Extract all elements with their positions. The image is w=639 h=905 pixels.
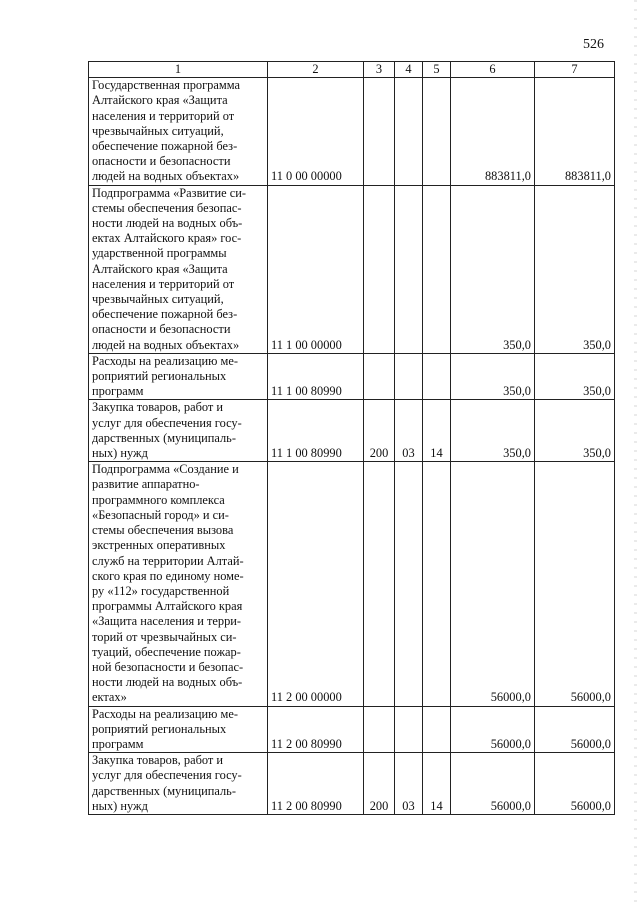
row-code: 11 1 00 00000 xyxy=(268,185,364,353)
row-name-cell xyxy=(89,462,268,706)
row-col4 xyxy=(395,462,423,706)
row-col5 xyxy=(423,78,451,185)
row-name: Закупка товаров, работ и услуг для обеспечения госу- дарственных (муниципаль- ных) нужд xyxy=(92,753,242,813)
row-name-cell xyxy=(89,353,268,400)
row-col3: 200 xyxy=(364,753,395,815)
row-col5: 14 xyxy=(423,753,451,815)
header-col-3: 3 xyxy=(364,62,395,78)
row-code: 11 2 00 80990 xyxy=(268,753,364,815)
row-col5: 14 xyxy=(423,400,451,462)
row-code: 11 2 00 80990 xyxy=(268,706,364,753)
row-col4 xyxy=(395,353,423,400)
row-name: Подпрограмма «Развитие си- стемы обеспечения безопас- ности людей на водных объ- ектах Алтайского края» гос- ударственной программы Алтайского края «Защита населения и территорий от чрезвычайных ситуаций, обеспечение пожарной без- опасности и безопасности людей на водных объектах» xyxy=(92,185,246,352)
row-col3 xyxy=(364,78,395,185)
budget-table xyxy=(88,61,615,815)
row-col6: 56000,0 xyxy=(451,706,535,753)
table-row xyxy=(89,400,615,462)
row-col6: 350,0 xyxy=(451,353,535,400)
table-row xyxy=(89,353,615,400)
row-col6: 350,0 xyxy=(451,185,535,353)
row-col7: 56000,0 xyxy=(535,462,615,706)
row-name: Расходы на реализацию ме- роприятий региональных программ xyxy=(92,706,238,751)
row-col5 xyxy=(423,185,451,353)
row-col7: 350,0 xyxy=(535,400,615,462)
table-row xyxy=(89,706,615,753)
row-col6: 56000,0 xyxy=(451,462,535,706)
row-col3 xyxy=(364,706,395,753)
row-code: 11 1 00 80990 xyxy=(268,400,364,462)
row-name-cell xyxy=(89,753,268,815)
row-col5 xyxy=(423,462,451,706)
row-col7: 350,0 xyxy=(535,353,615,400)
scan-edge-mark xyxy=(634,0,637,905)
row-name: Государственная программа Алтайского края «Защита населения и территорий от чрезвычайных ситуаций, обеспечение пожарной без- опасности и безопасности людей на водных объектах» xyxy=(92,78,240,184)
row-col7: 883811,0 xyxy=(535,78,615,185)
row-col7: 56000,0 xyxy=(535,753,615,815)
row-name-cell xyxy=(89,400,268,462)
row-name: Подпрограмма «Создание и развитие аппаратно- программного комплекса «Безопасный город» и си- стемы обеспечения вызова экстренных оперативных служб на территории Алтай- ского края по единому номе- ру «112» государственной программы Алтайского края «Защита населения и терри- торий от чрезвычайных си- туаций, обеспечение пожар- ной безопасности и безопас- ности людей на водных объ- ектах» xyxy=(92,462,244,705)
row-col4 xyxy=(395,706,423,753)
row-col4: 03 xyxy=(395,753,423,815)
row-col6: 350,0 xyxy=(451,400,535,462)
row-code: 11 1 00 80990 xyxy=(268,353,364,400)
row-col6: 56000,0 xyxy=(451,753,535,815)
row-col3: 200 xyxy=(364,400,395,462)
row-col3 xyxy=(364,462,395,706)
row-name-cell xyxy=(89,78,268,185)
row-name-cell xyxy=(89,185,268,353)
header-row xyxy=(89,62,615,78)
table-row xyxy=(89,185,615,353)
table-row xyxy=(89,753,615,815)
table-row xyxy=(89,462,615,706)
row-col4: 03 xyxy=(395,400,423,462)
row-code: 11 2 00 00000 xyxy=(268,462,364,706)
row-name: Расходы на реализацию ме- роприятий региональных программ xyxy=(92,353,238,399)
page-number: 526 xyxy=(583,37,604,52)
header-col-6: 6 xyxy=(451,62,535,78)
row-name-cell xyxy=(89,706,268,753)
row-name: Закупка товаров, работ и услуг для обеспечения госу- дарственных (муниципаль- ных) нужд xyxy=(92,400,242,461)
row-col4 xyxy=(395,78,423,185)
header-col-1: 1 xyxy=(89,62,268,78)
header-col-2: 2 xyxy=(268,62,364,78)
row-col7: 350,0 xyxy=(535,185,615,353)
row-col4 xyxy=(395,185,423,353)
row-col5 xyxy=(423,706,451,753)
header-col-5: 5 xyxy=(423,62,451,78)
row-col6: 883811,0 xyxy=(451,78,535,185)
row-code: 11 0 00 00000 xyxy=(268,78,364,185)
header-col-4: 4 xyxy=(395,62,423,78)
table-row xyxy=(89,78,615,185)
row-col5 xyxy=(423,353,451,400)
header-col-7: 7 xyxy=(535,62,615,78)
row-col3 xyxy=(364,353,395,400)
row-col3 xyxy=(364,185,395,353)
row-col7: 56000,0 xyxy=(535,706,615,753)
